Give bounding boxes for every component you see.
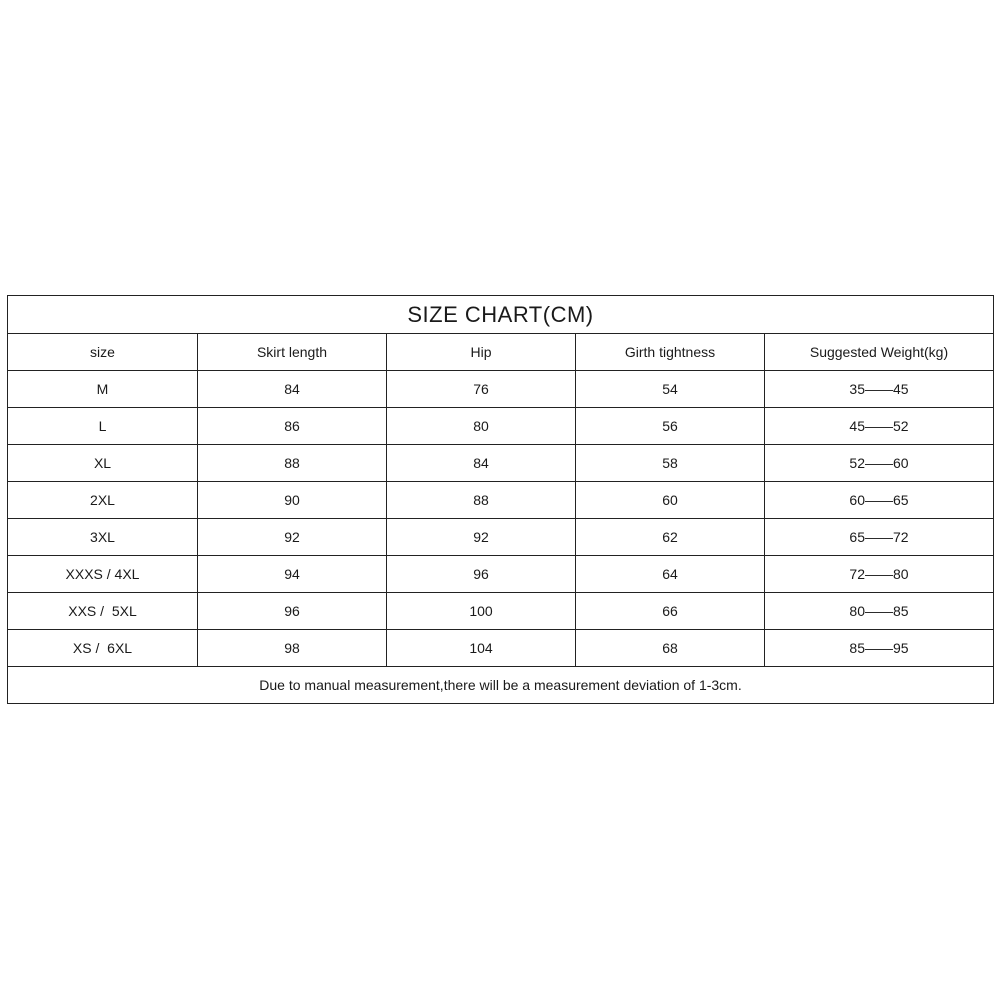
- cell-skirt-length: 84: [198, 371, 387, 408]
- table-row: [8, 519, 994, 556]
- cell-suggested-weight: 65——72: [765, 519, 994, 556]
- cell-girth-tightness: 56: [576, 408, 765, 445]
- cell-girth-tightness: 68: [576, 630, 765, 667]
- table-row: [8, 408, 994, 445]
- cell-girth-tightness: 66: [576, 593, 765, 630]
- cell-size: L: [8, 408, 198, 445]
- cell-hip: 100: [387, 593, 576, 630]
- title-row: [8, 296, 994, 334]
- cell-hip: 92: [387, 519, 576, 556]
- cell-skirt-length: 98: [198, 630, 387, 667]
- cell-girth-tightness: 64: [576, 556, 765, 593]
- cell-skirt-length: 86: [198, 408, 387, 445]
- note-row: [8, 667, 994, 704]
- header-row: [8, 334, 994, 371]
- table-row: [8, 556, 994, 593]
- header-hip: Hip: [387, 334, 576, 371]
- cell-skirt-length: 92: [198, 519, 387, 556]
- cell-hip: 84: [387, 445, 576, 482]
- cell-skirt-length: 94: [198, 556, 387, 593]
- table-row: [8, 371, 994, 408]
- cell-girth-tightness: 58: [576, 445, 765, 482]
- header-suggested-weight: Suggested Weight(kg): [765, 334, 994, 371]
- cell-hip: 88: [387, 482, 576, 519]
- cell-hip: 80: [387, 408, 576, 445]
- cell-skirt-length: 88: [198, 445, 387, 482]
- cell-size: M: [8, 371, 198, 408]
- size-chart-table: [7, 295, 994, 704]
- header-girth-tightness: Girth tightness: [576, 334, 765, 371]
- cell-suggested-weight: 80——85: [765, 593, 994, 630]
- chart-title: SIZE CHART(CM): [8, 296, 994, 334]
- cell-hip: 104: [387, 630, 576, 667]
- cell-skirt-length: 90: [198, 482, 387, 519]
- table-row: [8, 593, 994, 630]
- cell-size: XXXS / 4XL: [8, 556, 198, 593]
- cell-hip: 96: [387, 556, 576, 593]
- cell-suggested-weight: 35——45: [765, 371, 994, 408]
- cell-suggested-weight: 52——60: [765, 445, 994, 482]
- table-row: [8, 630, 994, 667]
- cell-size: 2XL: [8, 482, 198, 519]
- cell-suggested-weight: 60——65: [765, 482, 994, 519]
- measurement-note: Due to manual measurement,there will be a measurement deviation of 1-3cm.: [8, 667, 994, 704]
- cell-size: XXS / 5XL: [8, 593, 198, 630]
- cell-girth-tightness: 60: [576, 482, 765, 519]
- cell-size: XS / 6XL: [8, 630, 198, 667]
- table-row: [8, 482, 994, 519]
- cell-girth-tightness: 62: [576, 519, 765, 556]
- cell-hip: 76: [387, 371, 576, 408]
- header-skirt-length: Skirt length: [198, 334, 387, 371]
- cell-size: XL: [8, 445, 198, 482]
- header-size: size: [8, 334, 198, 371]
- cell-suggested-weight: 85——95: [765, 630, 994, 667]
- cell-skirt-length: 96: [198, 593, 387, 630]
- cell-girth-tightness: 54: [576, 371, 765, 408]
- cell-size: 3XL: [8, 519, 198, 556]
- cell-suggested-weight: 45——52: [765, 408, 994, 445]
- table-row: [8, 445, 994, 482]
- cell-suggested-weight: 72——80: [765, 556, 994, 593]
